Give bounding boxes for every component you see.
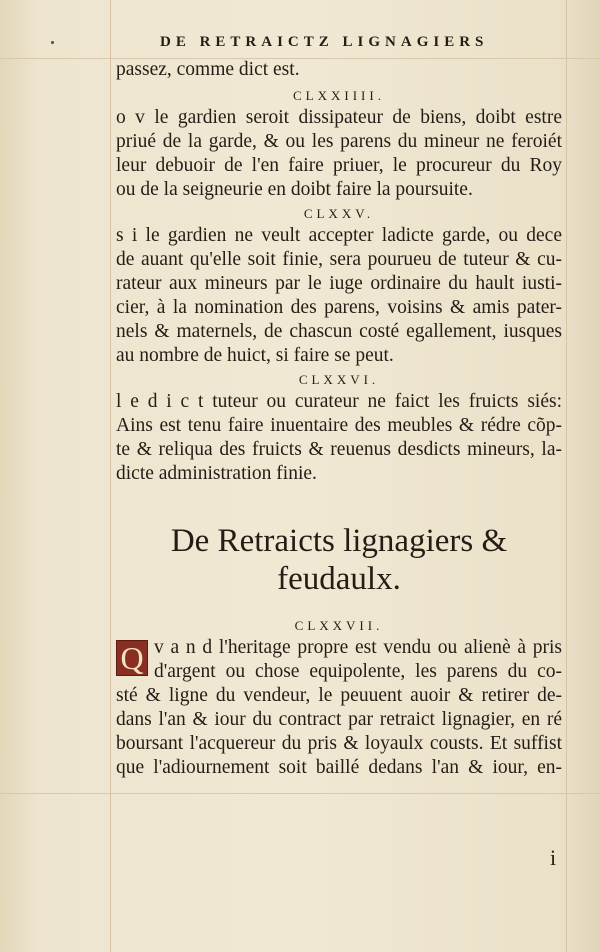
article-number: CLXXIIII. [293,88,385,103]
text-line: de auant qu'elle soit finie, sera pourueu de tuteur & cu- [116,249,562,270]
margin-rule-bottom [0,793,600,794]
text-line: v a n d l'heritage propre est vendu ou alienè à pris [154,637,562,658]
text-line: l e d i c t tuteur ou curateur ne faict les fruicts siés: [116,391,562,412]
margin-rule-left [110,0,111,952]
text-line: o v le gardien seroit dissipateur de biens, doibt estre [116,107,562,128]
text-line: leur debuoir de l'en faire priuer, le procureur du Roy [116,155,562,176]
article-number: CLXXV. [303,206,375,221]
text-line: s i le gardien ne veult accepter ladicte garde, ou dece [116,225,562,246]
text-line: passez, comme dict est. [116,59,300,80]
text-line: que l'adiournement soit baillé dedans l'an & iour, en- [116,757,562,778]
margin-rule-right [566,0,567,952]
section-title [116,522,562,598]
running-header: DE RETRAICTZ LIGNAGIERS [160,34,489,50]
text-line: sté & ligne du vendeur, le peuuent auoir & retirer de- [116,685,562,706]
text-line: cier, à la nomination des parens, voisins & amis pater- [116,297,562,318]
article-number: CLXXVI. [298,372,380,387]
text-line: dans l'an & iour du contract par retraict lignagier, en ré [116,709,562,730]
title-line: feudaulx. [277,561,401,597]
body-text-lower [116,614,562,780]
title-line: De Retraicts lignagiers & [170,523,508,559]
text-line: dicte administration finie. [116,463,317,484]
article-number: CLXXVII. [294,618,384,633]
text-line: te & reliqua des fruicts & reuenus desdicts mineurs, la- [116,439,562,460]
text-line: d'argent ou chose equipolente, les parens du co- [154,661,562,682]
text-line: boursant l'acquereur du pris & loyaulx cousts. Et suffist [116,733,562,754]
ink-dot [51,41,54,44]
text-line: nels & maternels, de chascun costé egallement, iusques [116,321,562,342]
text-line: au nombre de huict, si faire se peut. [116,345,394,366]
body-text-upper [116,58,562,486]
text-line: priué de la garde, & ou les parens du mineur ne feroiét [116,131,562,152]
drop-cap-initial: Q [116,640,148,676]
text-line: ou de la seigneurie en doibt faire la poursuite. [116,179,473,200]
text-line: rateur aux mineurs par le iuge ordinaire du hault iusti- [116,273,562,294]
text-line: Ains est tenu faire inuentaire des meubles & rédre cõp- [116,415,562,436]
signature-mark: i [550,845,557,870]
